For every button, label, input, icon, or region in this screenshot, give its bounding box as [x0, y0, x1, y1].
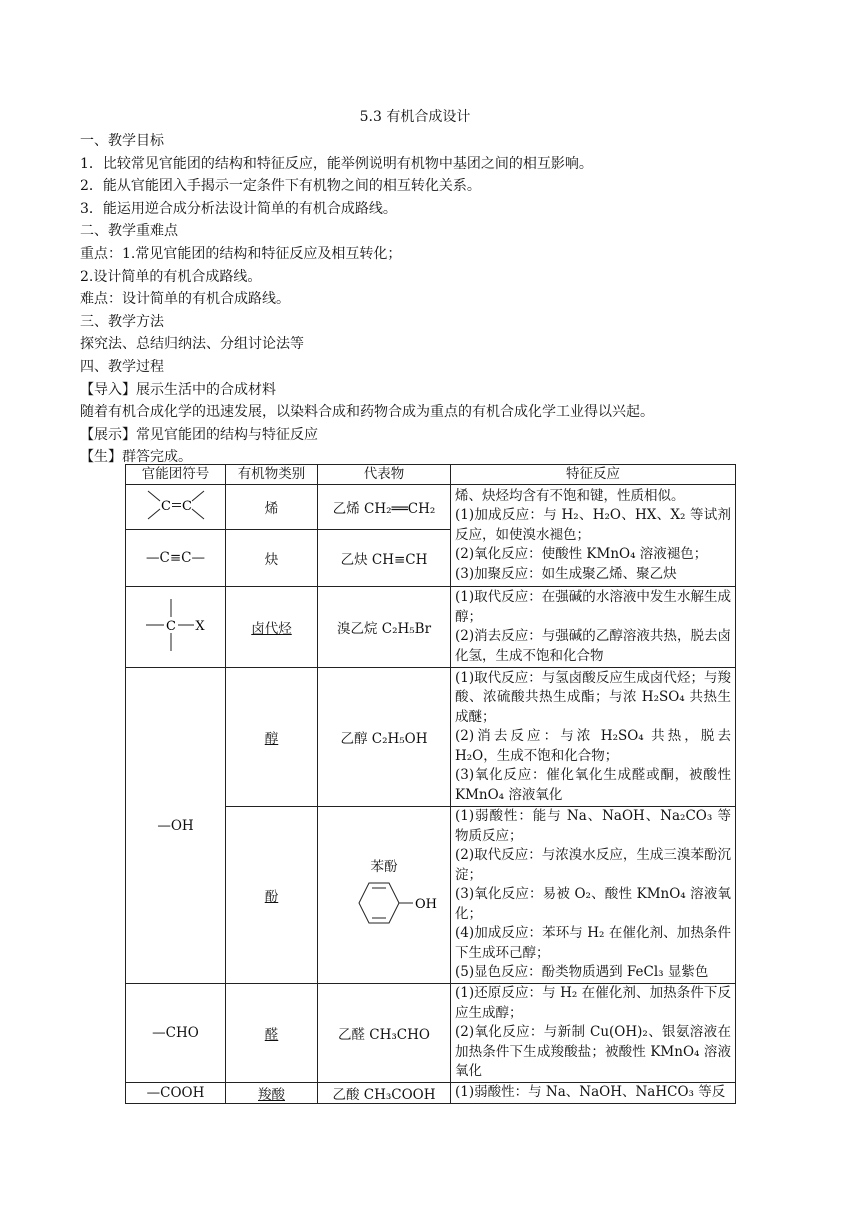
alkene-structure-cell — [126, 485, 226, 530]
hydroxyl-group-cell: —OH — [126, 668, 226, 984]
table-row — [126, 668, 736, 807]
page-title: 5.3 有机合成设计 — [359, 109, 471, 125]
reaction-line: (1)取代反应：在强碱的水溶液中发生水解生成醇； — [455, 589, 731, 625]
alkene-carbon-2: C — [182, 499, 192, 514]
reaction-line: (2)氧化反应：与新制 Cu(OH)₂、银氨溶液在加热条件下生成羧酸盐；被酸性 KMnO₄ 溶液氧化 — [455, 1024, 731, 1080]
haloalkane-carbon: C — [166, 619, 176, 634]
phenol-representative-cell — [318, 807, 451, 984]
section-heading: 四、教学过程 — [80, 358, 164, 375]
alkene-alkyne-reactions-cell — [451, 485, 736, 587]
header-cell: 有机物类别 — [226, 465, 318, 485]
table-header-row — [126, 465, 736, 485]
haloalkane-representative-cell: 溴乙烷 C₂H₅Br — [318, 587, 451, 668]
table-row — [126, 587, 736, 668]
phenol-name: 苯酚 — [370, 859, 398, 875]
reaction-line: (2)取代反应：与浓溴水反应，生成三溴苯酚沉淀； — [455, 847, 731, 883]
phenol-structure-diagram — [329, 878, 439, 928]
section-heading: 一、教学目标 — [80, 133, 164, 149]
alkene-structure-diagram — [126, 485, 226, 525]
phenol-hydroxyl-label: OH — [415, 897, 437, 912]
reaction-line: (1)还原反应：与 H₂ 在催化剂、加热条件下反应生成醇； — [455, 985, 731, 1021]
reaction-line: (5)显色反应：酚类物质遇到 FeCl₃ 显紫色 — [455, 964, 709, 981]
phenol-reactions-cell — [451, 807, 736, 984]
table-row — [126, 485, 736, 530]
alkyne-group-cell: —C≡C— — [126, 530, 226, 587]
phenol-class-cell: 酚 — [226, 807, 318, 984]
reaction-line: (2)氧化反应：使酸性 KMnO₄ 溶液褪色； — [455, 546, 708, 563]
alcohol-reactions-cell — [451, 668, 736, 807]
reaction-line: 烯、炔烃均含有不饱和键，性质相似。 — [455, 487, 685, 504]
reaction-line: (3)加聚反应：如生成聚乙烯、聚乙炔 — [455, 565, 677, 582]
alcohol-class-cell: 醇 — [226, 668, 318, 807]
alcohol-representative-cell: 乙醇 C₂H₅OH — [318, 668, 451, 807]
table-row — [126, 984, 736, 1083]
functional-group-table — [125, 464, 736, 1104]
text-line: 随着有机合成化学的迅速发展，以染料合成和药物合成为重点的有机合成化学工业得以兴起。 — [80, 404, 654, 421]
haloalkane-reactions-cell — [451, 587, 736, 668]
text-line: 【导入】展示生活中的合成材料 — [80, 381, 276, 398]
alkene-class-cell: 烯 — [226, 485, 318, 530]
document-body — [80, 106, 740, 469]
aldehyde-reactions-cell — [451, 984, 736, 1083]
haloalkane-structure-diagram — [126, 587, 226, 663]
alkene-carbon-1: C — [161, 499, 171, 514]
text-line: 3．能运用逆合成分析法设计简单的有机合成路线。 — [80, 200, 397, 217]
alkene-representative-cell: 乙烯 CH₂══CH₂ — [318, 485, 451, 530]
carboxyl-reactions-cell: (1)弱酸性：与 Na、NaOH、NaHCO₃ 等反 — [451, 1083, 736, 1104]
text-line: 【展示】常见官能团的结构与特征反应 — [80, 426, 318, 443]
aldehyde-group-cell: —CHO — [126, 984, 226, 1083]
carboxyl-group-cell: —COOH — [126, 1083, 226, 1104]
aldehyde-class-cell: 醛 — [226, 984, 318, 1083]
reaction-line: (3)氧化反应：易被 O₂、酸性 KMnO₄ 溶液氧化； — [455, 886, 731, 922]
halogen-atom: X — [195, 619, 205, 634]
alkyne-representative-cell: 乙炔 CH≡CH — [318, 530, 451, 587]
reaction-line: (4)加成反应：苯环与 H₂ 在催化剂、加热条件下生成环己醇； — [455, 925, 731, 961]
carboxyl-representative-cell: 乙酸 CH₃COOH — [318, 1083, 451, 1104]
text-line: 【生】群答完成。 — [80, 449, 192, 466]
text-line: 探究法、总结归纳法、分组讨论法等 — [80, 336, 304, 353]
header-cell: 特征反应 — [451, 465, 736, 485]
section-heading: 二、教学重难点 — [80, 223, 178, 240]
text-line: 1．比较常见官能团的结构和特征反应，能举例说明有机物中基团之间的相互影响。 — [80, 155, 593, 172]
header-cell: 官能团符号 — [126, 465, 226, 485]
text-line: 重点：1.常见官能团的结构和特征反应及相互转化； — [80, 245, 402, 262]
text-line: 难点：设计简单的有机合成路线。 — [80, 291, 290, 308]
alkyne-class-cell: 炔 — [226, 530, 318, 587]
reaction-line: (1)弱酸性：能与 Na、NaOH、Na₂CO₃ 等物质反应； — [455, 808, 731, 844]
haloalkane-class-cell: 卤代烃 — [226, 587, 318, 668]
reaction-line: (2)消去反应：与浓 H₂SO₄ 共热，脱去 H₂O，生成不饱和化合物； — [455, 728, 731, 764]
section-heading: 三、教学方法 — [80, 313, 164, 330]
aldehyde-representative-cell: 乙醛 CH₃CHO — [318, 984, 451, 1083]
header-cell: 代表物 — [318, 465, 451, 485]
haloalkane-structure-cell — [126, 587, 226, 668]
carboxyl-class-cell: 羧酸 — [226, 1083, 318, 1104]
text-line: 2．能从官能团入手揭示一定条件下有机物之间的相互转化关系。 — [80, 178, 481, 195]
reaction-line: (1)加成反应：与 H₂、H₂O、HX、X₂ 等试剂反应，如使溴水褪色； — [455, 507, 731, 543]
reaction-line: (1)取代反应：与氢卤酸反应生成卤代烃；与羧酸、浓硫酸共热生成酯；与浓 H₂SO₄ 共热生成醚； — [455, 669, 731, 725]
reaction-line: (2)消去反应：与强碱的乙醇溶液共热，脱去卤化氢，生成不饱和化合物 — [455, 628, 731, 664]
table-row — [126, 1083, 736, 1104]
text-line: 2.设计简单的有机合成路线。 — [80, 268, 262, 285]
reaction-line: (3)氧化反应：催化氧化生成醛或酮，被酸性 KMnO₄ 溶液氧化 — [455, 767, 731, 803]
